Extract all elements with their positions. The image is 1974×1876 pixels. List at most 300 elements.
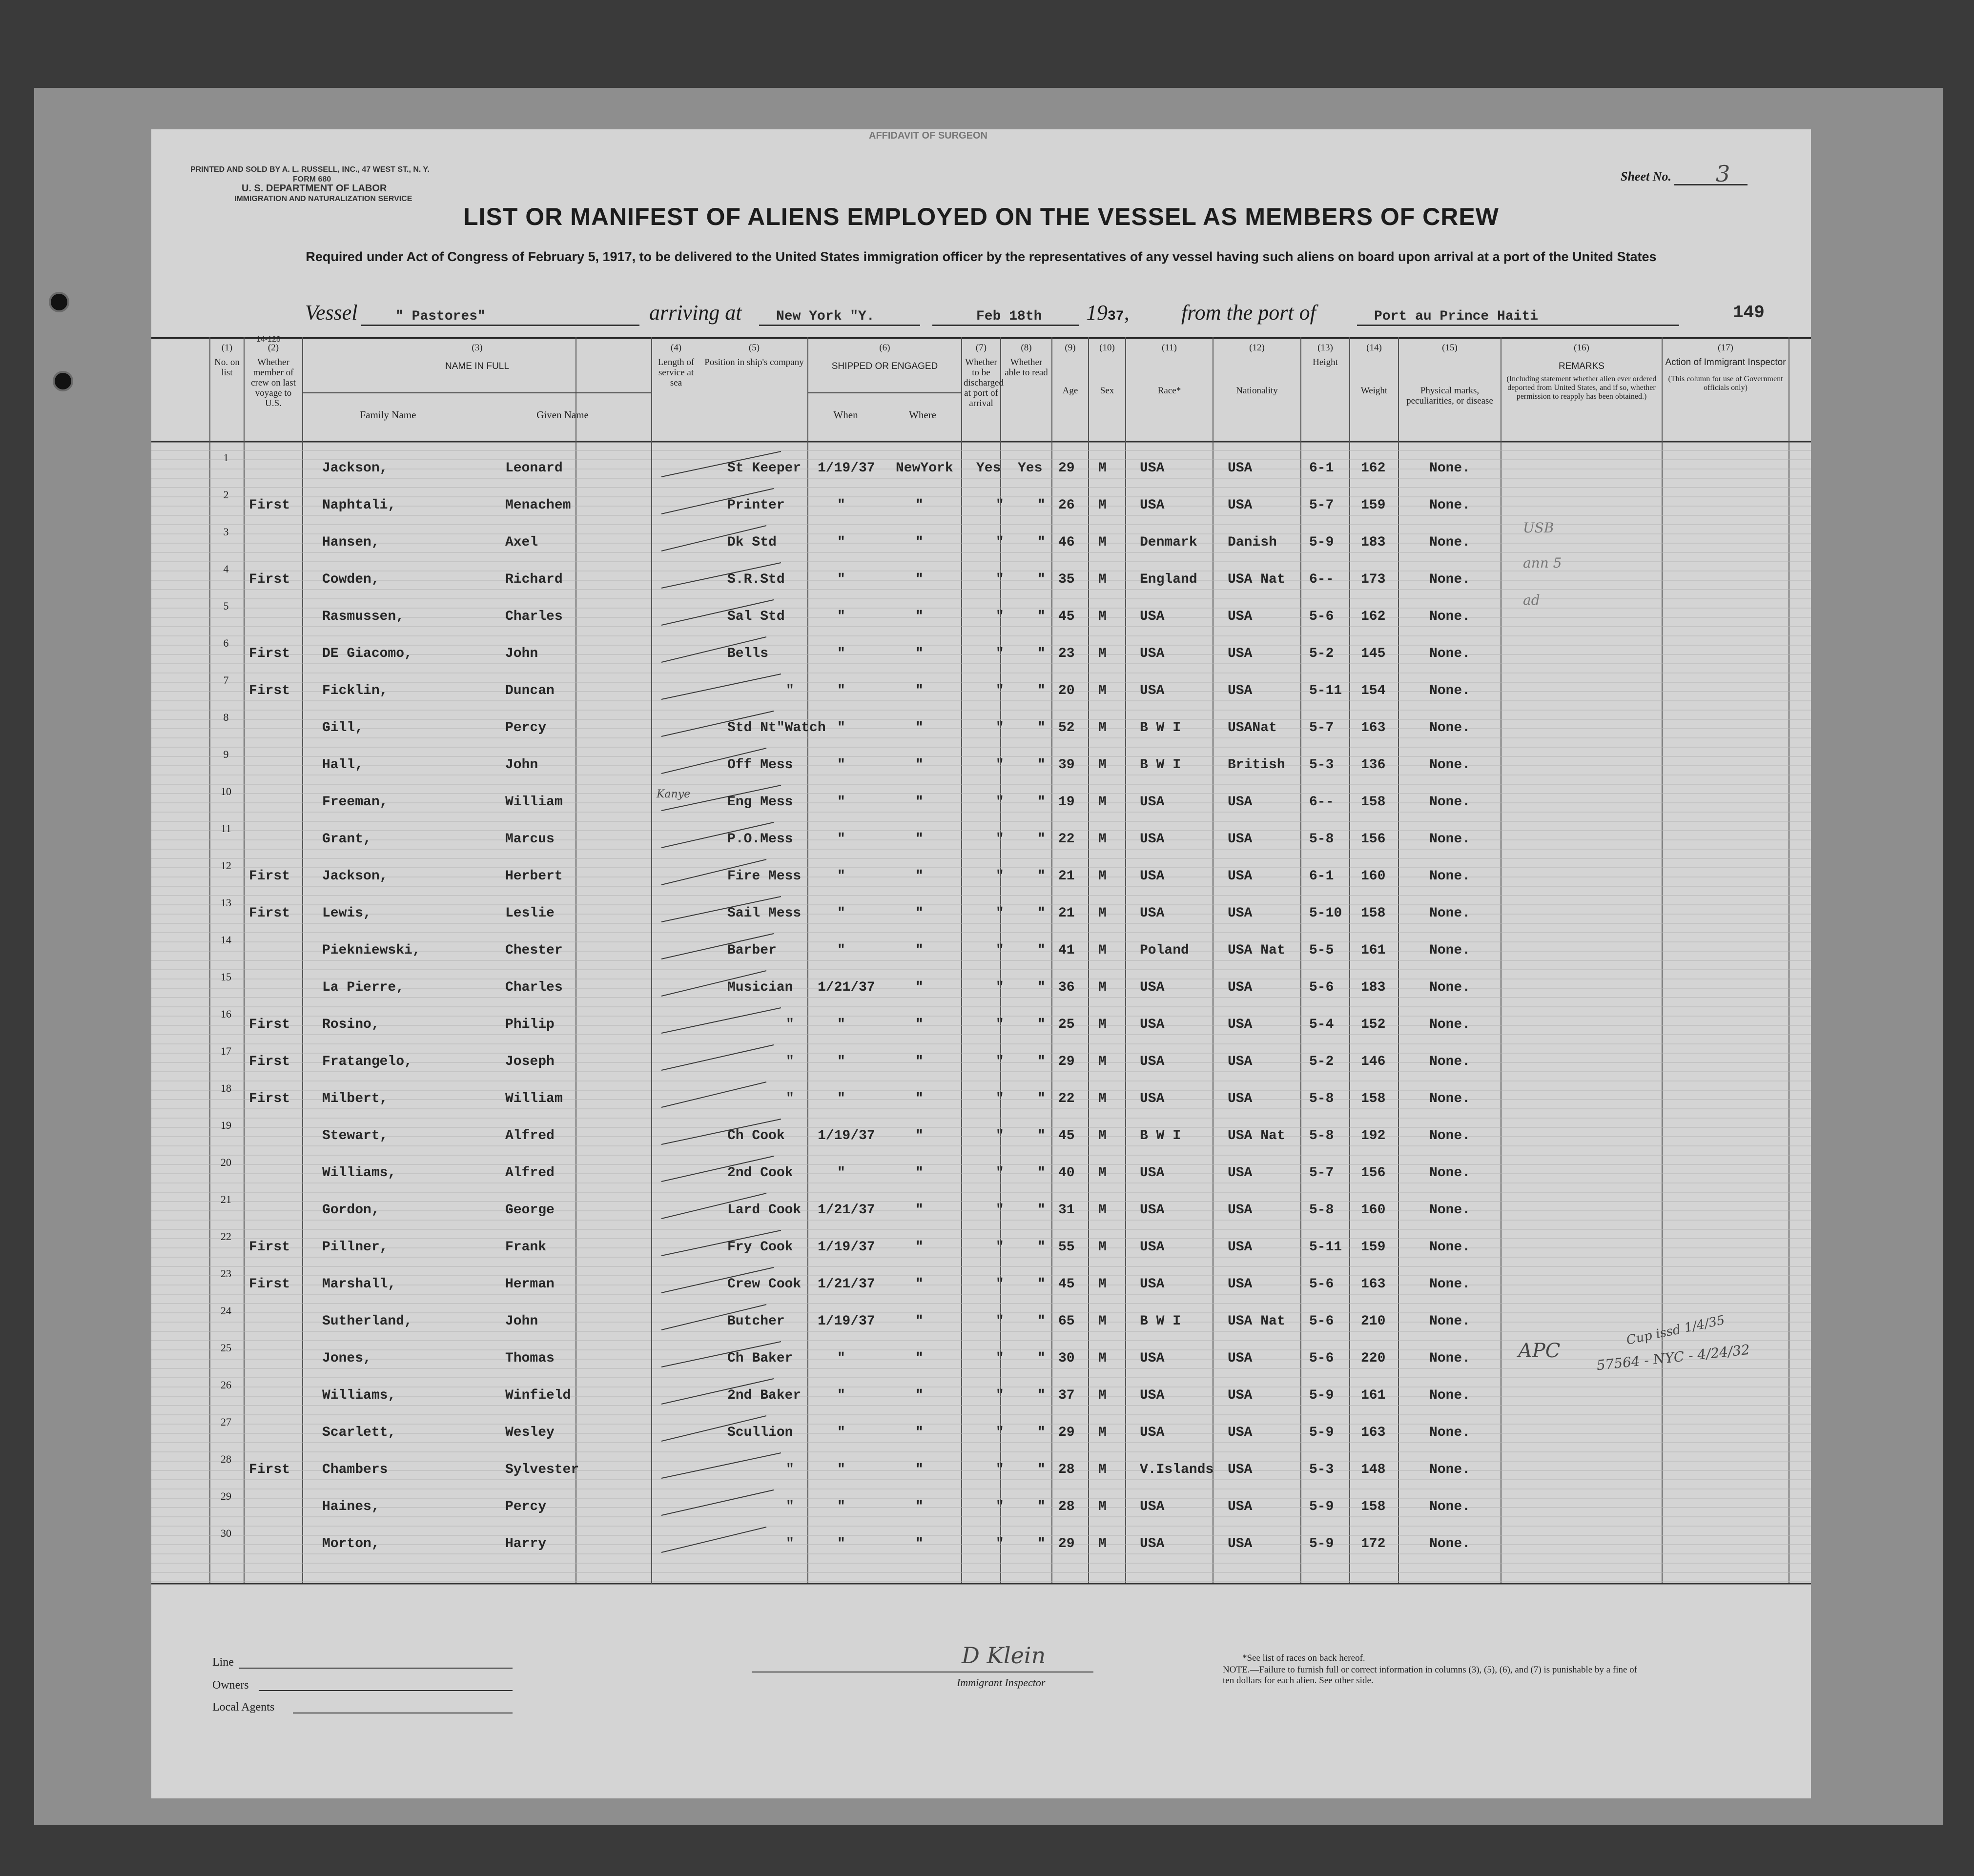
column-number: (1) [221, 343, 233, 353]
cell-when: " [837, 1388, 845, 1403]
cell-disch: " [996, 683, 1004, 698]
column-number: (15) [1442, 343, 1458, 353]
cell-nat: USA [1228, 1425, 1253, 1440]
cell-age: 36 [1058, 980, 1075, 995]
cell-sex: M [1098, 1054, 1107, 1069]
column-number: (9) [1065, 343, 1076, 353]
cell-weight: 154 [1361, 683, 1386, 698]
cell-when: " [837, 1499, 845, 1514]
cell-race: USA [1140, 1388, 1165, 1403]
cell-age: 23 [1058, 646, 1075, 661]
cell-when: 1/21/37 [818, 980, 875, 995]
cell-age: 46 [1058, 535, 1075, 550]
manifest-title: LIST OR MANIFEST OF ALIENS EMPLOYED ON THE VESSEL AS MEMBERS OF CREW [463, 203, 1499, 230]
vessel-name: " Pastores" [395, 309, 486, 324]
cell-weight: 220 [1361, 1351, 1386, 1366]
cell-age: 28 [1058, 1462, 1075, 1477]
column-number: (3) [472, 343, 483, 353]
cell-marks: None. [1429, 609, 1471, 624]
cell-age: 40 [1058, 1165, 1075, 1181]
cell-position: Sal Std [727, 609, 785, 624]
cell-given: Percy [505, 720, 547, 735]
cell-marks: None. [1429, 1277, 1471, 1292]
printer-line-2: FORM 680 [293, 175, 331, 184]
cell-marks: None. [1429, 1314, 1471, 1329]
cell-prev: First [249, 683, 290, 698]
cell-position: Butcher [727, 1314, 785, 1329]
cell-when: " [837, 720, 845, 735]
cell-weight: 156 [1361, 1165, 1386, 1181]
cell-marks: None. [1429, 461, 1471, 476]
cell-given: Alfred [505, 1165, 555, 1181]
cell-family: Morton, [322, 1536, 380, 1551]
cell-height: 6-- [1309, 795, 1334, 810]
cell-sex: M [1098, 1277, 1107, 1292]
cell-prev: First [249, 1462, 290, 1477]
cell-sex: M [1098, 1462, 1107, 1477]
cell-read: " [1037, 609, 1046, 624]
cell-sex: M [1098, 980, 1107, 995]
cell-disch: " [996, 943, 1004, 958]
cell-read: " [1037, 1165, 1046, 1181]
agents-label: Local Agents [212, 1701, 275, 1713]
column-label: Height [1313, 357, 1338, 367]
cell-family: Gill, [322, 720, 364, 735]
cell-race: USA [1140, 1017, 1165, 1032]
cell-weight: 183 [1361, 980, 1386, 995]
row-number: 27 [221, 1416, 231, 1428]
cell-disch: Yes [976, 461, 1001, 476]
column-number: (7) [975, 343, 987, 353]
row-number: 14 [221, 934, 231, 946]
row-number: 23 [221, 1267, 231, 1280]
cell-read: " [1037, 1017, 1046, 1032]
vessel-underline [361, 325, 639, 326]
line-label: Line [212, 1656, 234, 1669]
cell-read: " [1037, 1499, 1046, 1514]
cell-given: Duncan [505, 683, 555, 698]
date-underline [932, 325, 1079, 326]
cell-disch: " [996, 498, 1004, 513]
cell-disch: " [996, 1425, 1004, 1440]
cell-position: Fire Mess [727, 869, 802, 884]
cell-weight: 160 [1361, 869, 1386, 884]
cell-height: 6-- [1309, 572, 1334, 587]
row-number: 11 [221, 822, 231, 835]
cell-race: USA [1140, 795, 1165, 810]
top-faint-text: AFFIDAVIT OF SURGEON [869, 130, 987, 141]
cell-age: 41 [1058, 943, 1075, 958]
cell-age: 29 [1058, 461, 1075, 476]
cell-given: Philip [505, 1017, 555, 1032]
row-number: 16 [221, 1008, 231, 1020]
cell-race: B W I [1140, 720, 1181, 735]
owners-label: Owners [212, 1679, 249, 1692]
cell-disch: " [996, 1128, 1004, 1143]
cell-sex: M [1098, 498, 1107, 513]
arriving-label: arriving at [649, 301, 742, 325]
cell-read: " [1037, 1091, 1046, 1106]
cell-where: " [915, 1128, 924, 1143]
cell-where: " [915, 1351, 924, 1366]
cell-family: Scarlett, [322, 1425, 396, 1440]
cell-sex: M [1098, 832, 1107, 847]
cell-disch: " [996, 609, 1004, 624]
cell-race: USA [1140, 1054, 1165, 1069]
cell-family: Fratangelo, [322, 1054, 412, 1069]
cell-disch: " [996, 1203, 1004, 1218]
cell-height: 6-1 [1309, 869, 1334, 884]
cell-where: " [915, 609, 924, 624]
cell-given: Charles [505, 609, 563, 624]
cell-marks: None. [1429, 1054, 1471, 1069]
cell-sex: M [1098, 1388, 1107, 1403]
service-check-mark [661, 1045, 774, 1070]
cell-prev: First [249, 1277, 290, 1292]
cell-when: 1/21/37 [818, 1277, 875, 1292]
arrival-date: Feb 18th [976, 309, 1042, 324]
cell-age: 29 [1058, 1054, 1075, 1069]
cell-where: " [915, 757, 924, 773]
owners-underline [259, 1690, 513, 1691]
cell-height: 5-6 [1309, 1351, 1334, 1366]
cell-nat: USA [1228, 869, 1253, 884]
cell-weight: 136 [1361, 757, 1386, 773]
cell-sex: M [1098, 572, 1107, 587]
cell-race: V.Islands [1140, 1462, 1214, 1477]
cell-family: Jackson, [322, 869, 388, 884]
cell-nat: USA [1228, 1240, 1253, 1255]
row-number: 8 [223, 711, 229, 723]
column-label: Whether able to read [1005, 357, 1048, 378]
cell-age: 22 [1058, 832, 1075, 847]
cell-age: 21 [1058, 869, 1075, 884]
cell-weight: 183 [1361, 535, 1386, 550]
fine-note: NOTE.—Failure to furnish full or correct information in columns (3), (5), (6), and (7) is punishable by a fine of ten dollars for each alien. See other side. [1223, 1665, 1637, 1686]
cell-age: 65 [1058, 1314, 1075, 1329]
cell-marks: None. [1429, 795, 1471, 810]
cell-height: 5-3 [1309, 1462, 1334, 1477]
cell-sex: M [1098, 461, 1107, 476]
cell-sex: M [1098, 683, 1107, 698]
cell-height: 5-9 [1309, 1536, 1334, 1551]
row24-remark-1: APC [1518, 1340, 1561, 1362]
cell-given: Herman [505, 1277, 555, 1292]
cell-age: 28 [1058, 1499, 1075, 1514]
cell-prev: First [249, 498, 290, 513]
row-number: 22 [221, 1230, 231, 1243]
column-sublabel: Given Name [536, 409, 589, 421]
cell-race: USA [1140, 498, 1165, 513]
cell-height: 5-11 [1309, 683, 1342, 698]
cell-where: " [915, 1425, 924, 1440]
cell-height: 5-5 [1309, 943, 1334, 958]
cell-disch: " [996, 795, 1004, 810]
cell-height: 5-3 [1309, 757, 1334, 773]
cell-sex: M [1098, 757, 1107, 773]
cell-when: " [837, 1425, 845, 1440]
cell-disch: " [996, 1240, 1004, 1255]
column-sublabel: When [833, 409, 858, 421]
cell-when: " [837, 572, 845, 587]
cell-position: Lard Cook [727, 1203, 802, 1218]
cell-where: " [915, 906, 924, 921]
cell-family: Cowden, [322, 572, 380, 587]
cell-family: Jones, [322, 1351, 371, 1366]
cell-height: 5-6 [1309, 1314, 1334, 1329]
cell-when: " [837, 1462, 845, 1477]
cell-sex: M [1098, 1536, 1107, 1551]
cell-position: P.O.Mess [727, 832, 793, 847]
column-number: (8) [1021, 343, 1032, 353]
cell-nat: USA [1228, 1203, 1253, 1218]
cell-nat: USA [1228, 1165, 1253, 1181]
cell-race: England [1140, 572, 1197, 587]
cell-prev: First [249, 1017, 290, 1032]
cell-given: Joseph [505, 1054, 555, 1069]
cell-marks: None. [1429, 1499, 1471, 1514]
manifest-subtitle: Required under Act of Congress of February 5, 1917, to be delivered to the United States immigration officer by the representatives of any vessel having such aliens on board upon arrival at a port of the United States [306, 249, 1657, 264]
cell-height: 5-8 [1309, 1203, 1334, 1218]
cell-read: " [1037, 906, 1046, 921]
row-number: 17 [221, 1045, 231, 1057]
cell-given: Axel [505, 535, 538, 550]
inspector-label: Immigrant Inspector [957, 1676, 1046, 1689]
cell-family: Gordon, [322, 1203, 380, 1218]
cell-when: " [837, 498, 845, 513]
inspector-signature: D Klein [962, 1642, 1046, 1669]
cell-position: Ch Baker [727, 1351, 793, 1366]
cell-given: Winfield [505, 1388, 571, 1403]
cell-given: Harry [505, 1536, 547, 1551]
cell-marks: None. [1429, 1351, 1471, 1366]
cell-sex: M [1098, 795, 1107, 810]
cell-nat: USA Nat [1228, 1128, 1285, 1143]
cell-when: " [837, 943, 845, 958]
cell-read: " [1037, 757, 1046, 773]
cell-where: " [915, 795, 924, 810]
cell-disch: " [996, 1388, 1004, 1403]
cell-race: Denmark [1140, 535, 1197, 550]
row-number: 15 [221, 971, 231, 983]
cell-when: " [837, 1351, 845, 1366]
cell-position: " [786, 1054, 794, 1069]
cell-weight: 158 [1361, 1499, 1386, 1514]
cell-race: B W I [1140, 1314, 1181, 1329]
column-label: Weight [1360, 386, 1388, 396]
column-label: SHIPPED OR ENGAGED [831, 361, 938, 371]
cell-where: " [915, 1499, 924, 1514]
cell-read: " [1037, 498, 1046, 513]
cell-given: Percy [505, 1499, 547, 1514]
cell-weight: 173 [1361, 572, 1386, 587]
cell-weight: 158 [1361, 1091, 1386, 1106]
cell-marks: None. [1429, 720, 1471, 735]
remark-pencil-1: USB [1523, 520, 1554, 536]
cell-nat: British [1228, 757, 1285, 773]
row-number: 21 [221, 1193, 231, 1205]
cell-family: Haines, [322, 1499, 380, 1514]
cell-given: Frank [505, 1240, 547, 1255]
remark-pencil-3: ad [1523, 592, 1540, 608]
cell-position: " [786, 1462, 794, 1477]
cell-sex: M [1098, 1425, 1107, 1440]
cell-weight: 158 [1361, 906, 1386, 921]
cell-nat: USA [1228, 461, 1253, 476]
cell-family: Freeman, [322, 795, 388, 810]
cell-height: 5-8 [1309, 1091, 1334, 1106]
cell-position: S.R.Std [727, 572, 785, 587]
cell-disch: " [996, 646, 1004, 661]
cell-disch: " [996, 832, 1004, 847]
row-number: 26 [221, 1379, 231, 1391]
row-number: 25 [221, 1342, 231, 1354]
cell-nat: USA [1228, 1388, 1253, 1403]
cell-height: 5-2 [1309, 1054, 1334, 1069]
cell-position: " [786, 683, 794, 698]
cell-where: " [915, 1017, 924, 1032]
cell-race: USA [1140, 1536, 1165, 1551]
cell-when: " [837, 869, 845, 884]
cell-where: " [915, 535, 924, 550]
cell-marks: None. [1429, 1388, 1471, 1403]
cell-read: " [1037, 1536, 1046, 1551]
cell-disch: " [996, 980, 1004, 995]
year-prefix-text: 19 [1086, 301, 1108, 325]
cell-read: " [1037, 1203, 1046, 1218]
cell-where: " [915, 683, 924, 698]
cell-race: Poland [1140, 943, 1189, 958]
printer-line-4: IMMIGRATION AND NATURALIZATION SERVICE [234, 195, 412, 203]
cell-marks: None. [1429, 498, 1471, 513]
cell-given: Leonard [505, 461, 563, 476]
cell-nat: Danish [1228, 535, 1277, 550]
cell-nat: USA [1228, 1536, 1253, 1551]
cell-family: Ficklin, [322, 683, 388, 698]
cell-when: " [837, 1091, 845, 1106]
column-number: (6) [879, 343, 890, 353]
column-number: (17) [1718, 343, 1733, 353]
row-number: 10 [221, 785, 231, 797]
column-detail: (This column for use of Government officials only) [1668, 375, 1783, 392]
cell-given: Herbert [505, 869, 563, 884]
row-number: 9 [223, 748, 229, 760]
arriving-port: New York "Y. [776, 309, 875, 324]
cell-height: 5-9 [1309, 535, 1334, 550]
cell-nat: USA [1228, 683, 1253, 698]
column-number: (4) [670, 343, 682, 353]
cell-nat: USA [1228, 1499, 1253, 1514]
cell-age: 22 [1058, 1091, 1075, 1106]
cell-sex: M [1098, 646, 1107, 661]
cell-race: B W I [1140, 1128, 1181, 1143]
cell-sex: M [1098, 609, 1107, 624]
cell-height: 5-7 [1309, 1165, 1334, 1181]
cell-marks: None. [1429, 1017, 1471, 1032]
column-number: (11) [1162, 343, 1177, 353]
cell-nat: USA [1228, 498, 1253, 513]
cell-given: John [505, 646, 538, 661]
service-check-mark [661, 1490, 774, 1515]
side-mark: 14-128 [256, 335, 281, 344]
column-number: (14) [1366, 343, 1382, 353]
cell-position: 2nd Cook [727, 1165, 793, 1181]
cell-given: Thomas [505, 1351, 555, 1366]
manifest-sheet [151, 129, 1811, 1798]
cell-read: " [1037, 1425, 1046, 1440]
cell-family: Grant, [322, 832, 371, 847]
row-number: 28 [221, 1453, 231, 1465]
cell-position: " [786, 1017, 794, 1032]
cell-marks: None. [1429, 535, 1471, 550]
column-label: Sex [1100, 386, 1114, 396]
cell-weight: 159 [1361, 1240, 1386, 1255]
cell-age: 55 [1058, 1240, 1075, 1255]
cell-weight: 210 [1361, 1314, 1386, 1329]
cell-prev: First [249, 906, 290, 921]
cell-age: 37 [1058, 1388, 1075, 1403]
row-number: 30 [221, 1527, 231, 1539]
cell-family: Jackson, [322, 461, 388, 476]
cell-where: " [915, 1388, 924, 1403]
column-number: (16) [1574, 343, 1589, 353]
cell-age: 45 [1058, 609, 1075, 624]
cell-disch: " [996, 1351, 1004, 1366]
year-suffix: 37 [1108, 309, 1124, 324]
cell-when: " [837, 1536, 845, 1551]
cell-given: Chester [505, 943, 563, 958]
cell-disch: " [996, 757, 1004, 773]
service-check-mark [661, 1008, 781, 1033]
cell-position: Std Nt"Watch [727, 720, 826, 735]
cell-race: USA [1140, 1425, 1165, 1440]
cell-weight: 161 [1361, 1388, 1386, 1403]
cell-marks: None. [1429, 757, 1471, 773]
cell-family: Lewis, [322, 906, 371, 921]
cell-age: 39 [1058, 757, 1075, 773]
cell-height: 5-9 [1309, 1388, 1334, 1403]
cell-position: " [786, 1536, 794, 1551]
cell-race: USA [1140, 1165, 1165, 1181]
cell-given: Alfred [505, 1128, 555, 1143]
row-number: 20 [221, 1156, 231, 1168]
cell-position: " [786, 1091, 794, 1106]
cell-sex: M [1098, 1351, 1107, 1366]
cell-marks: None. [1429, 683, 1471, 698]
column-label: Nationality [1236, 386, 1278, 396]
row-number: 4 [223, 563, 229, 575]
cell-read: " [1037, 832, 1046, 847]
cell-nat: USA [1228, 1277, 1253, 1292]
cell-age: 31 [1058, 1203, 1075, 1218]
cell-position: 2nd Baker [727, 1388, 802, 1403]
cell-race: USA [1140, 980, 1165, 995]
printer-line-1: PRINTED AND SOLD BY A. L. RUSSELL, INC., 47 WEST ST., N. Y. [190, 165, 430, 174]
cell-where: " [915, 1277, 924, 1292]
column-sublabel: Where [909, 409, 936, 421]
cell-where: " [915, 869, 924, 884]
cell-height: 5-8 [1309, 832, 1334, 847]
cell-race: USA [1140, 906, 1165, 921]
cell-weight: 146 [1361, 1054, 1386, 1069]
cell-family: Milbert, [322, 1091, 388, 1106]
cell-read: " [1037, 795, 1046, 810]
cell-when: " [837, 1165, 845, 1181]
cell-age: 25 [1058, 1017, 1075, 1032]
cell-given: Sylvester [505, 1462, 579, 1477]
service-check-mark [661, 1453, 781, 1478]
cell-nat: USA [1228, 1462, 1253, 1477]
